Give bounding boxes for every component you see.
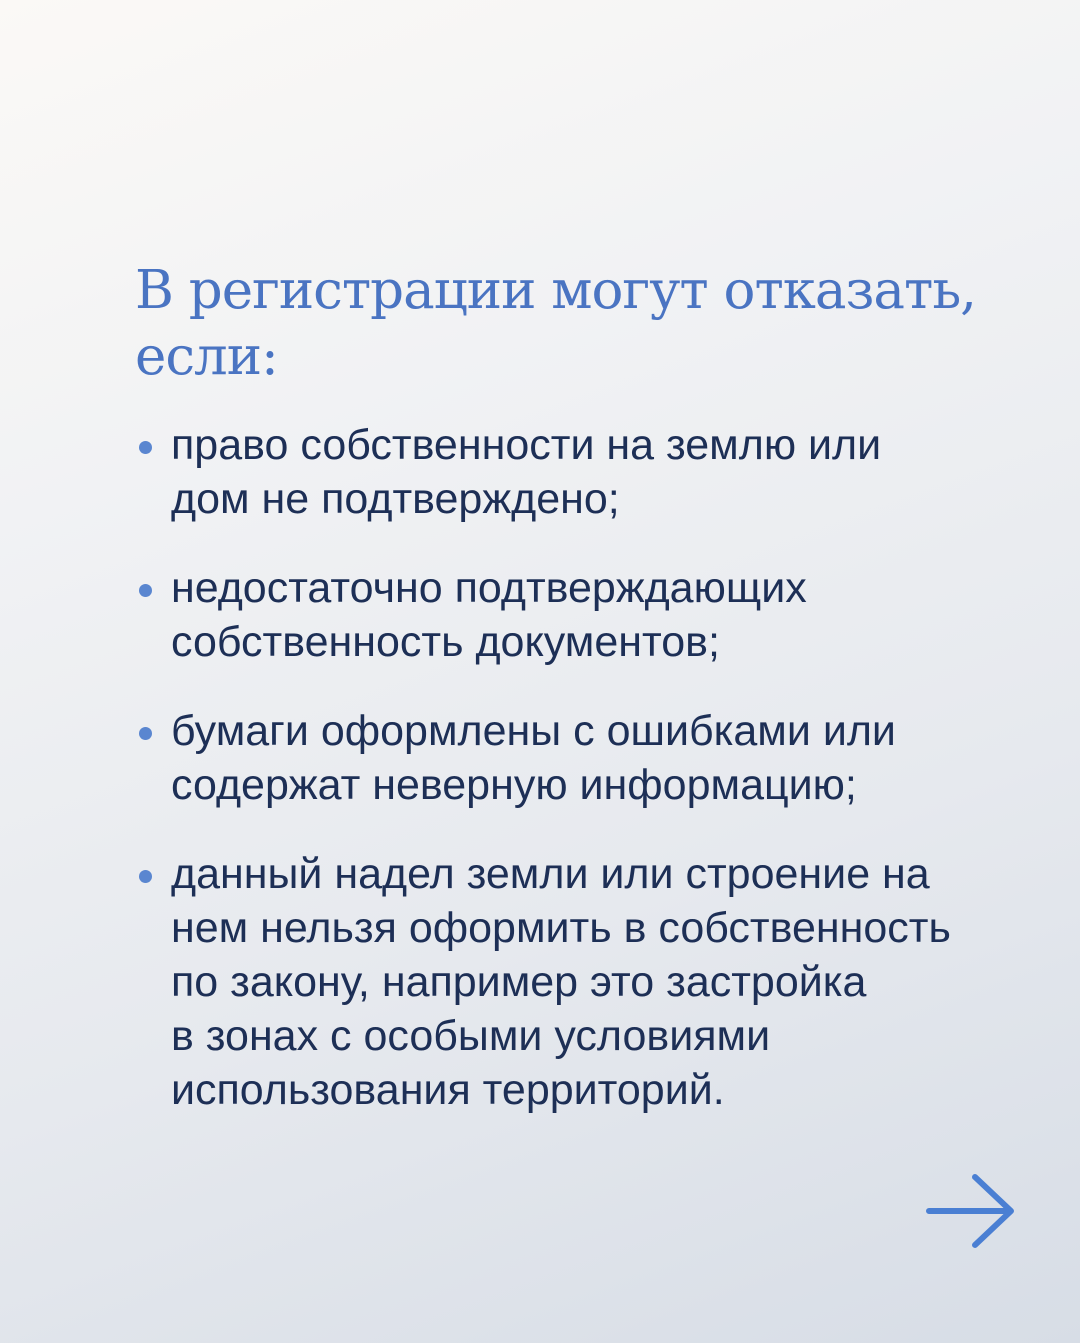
list-item-line: бумаги оформлены с ошибками или — [171, 707, 896, 755]
list-item-line: содержат неверную информацию; — [171, 761, 857, 809]
list-item-line: использования территорий. — [171, 1066, 725, 1114]
page-title-line: В регистрации могут отказать, — [135, 260, 977, 321]
reasons-list — [135, 418, 1015, 1152]
list-item-line: собственность документов; — [171, 618, 720, 666]
list-item — [135, 418, 1015, 526]
bullet-dot-icon — [139, 727, 152, 740]
arrow-right-icon — [925, 1172, 1017, 1250]
bullet-dot-icon — [139, 441, 152, 454]
page-title — [135, 258, 1035, 390]
list-item — [135, 847, 1015, 1117]
list-item-line: в зонах с особыми условиями — [171, 1012, 771, 1060]
bullet-dot-icon — [139, 870, 152, 883]
page-title-line: если: — [135, 326, 278, 387]
list-item-line: по закону, например это застройка — [171, 958, 867, 1006]
list-item-line: дом не подтверждено; — [171, 475, 620, 523]
list-item-line: право собственности на землю или — [171, 421, 882, 469]
bullet-dot-icon — [139, 584, 152, 597]
list-item-line: данный надел земли или строение на — [171, 850, 930, 898]
list-item-line: нем нельзя оформить в собственность — [171, 904, 951, 952]
list-item — [135, 561, 1015, 669]
next-slide-button[interactable] — [925, 1172, 1017, 1250]
list-item — [135, 704, 1015, 812]
list-item-line: недостаточно подтверждающих — [171, 564, 807, 612]
